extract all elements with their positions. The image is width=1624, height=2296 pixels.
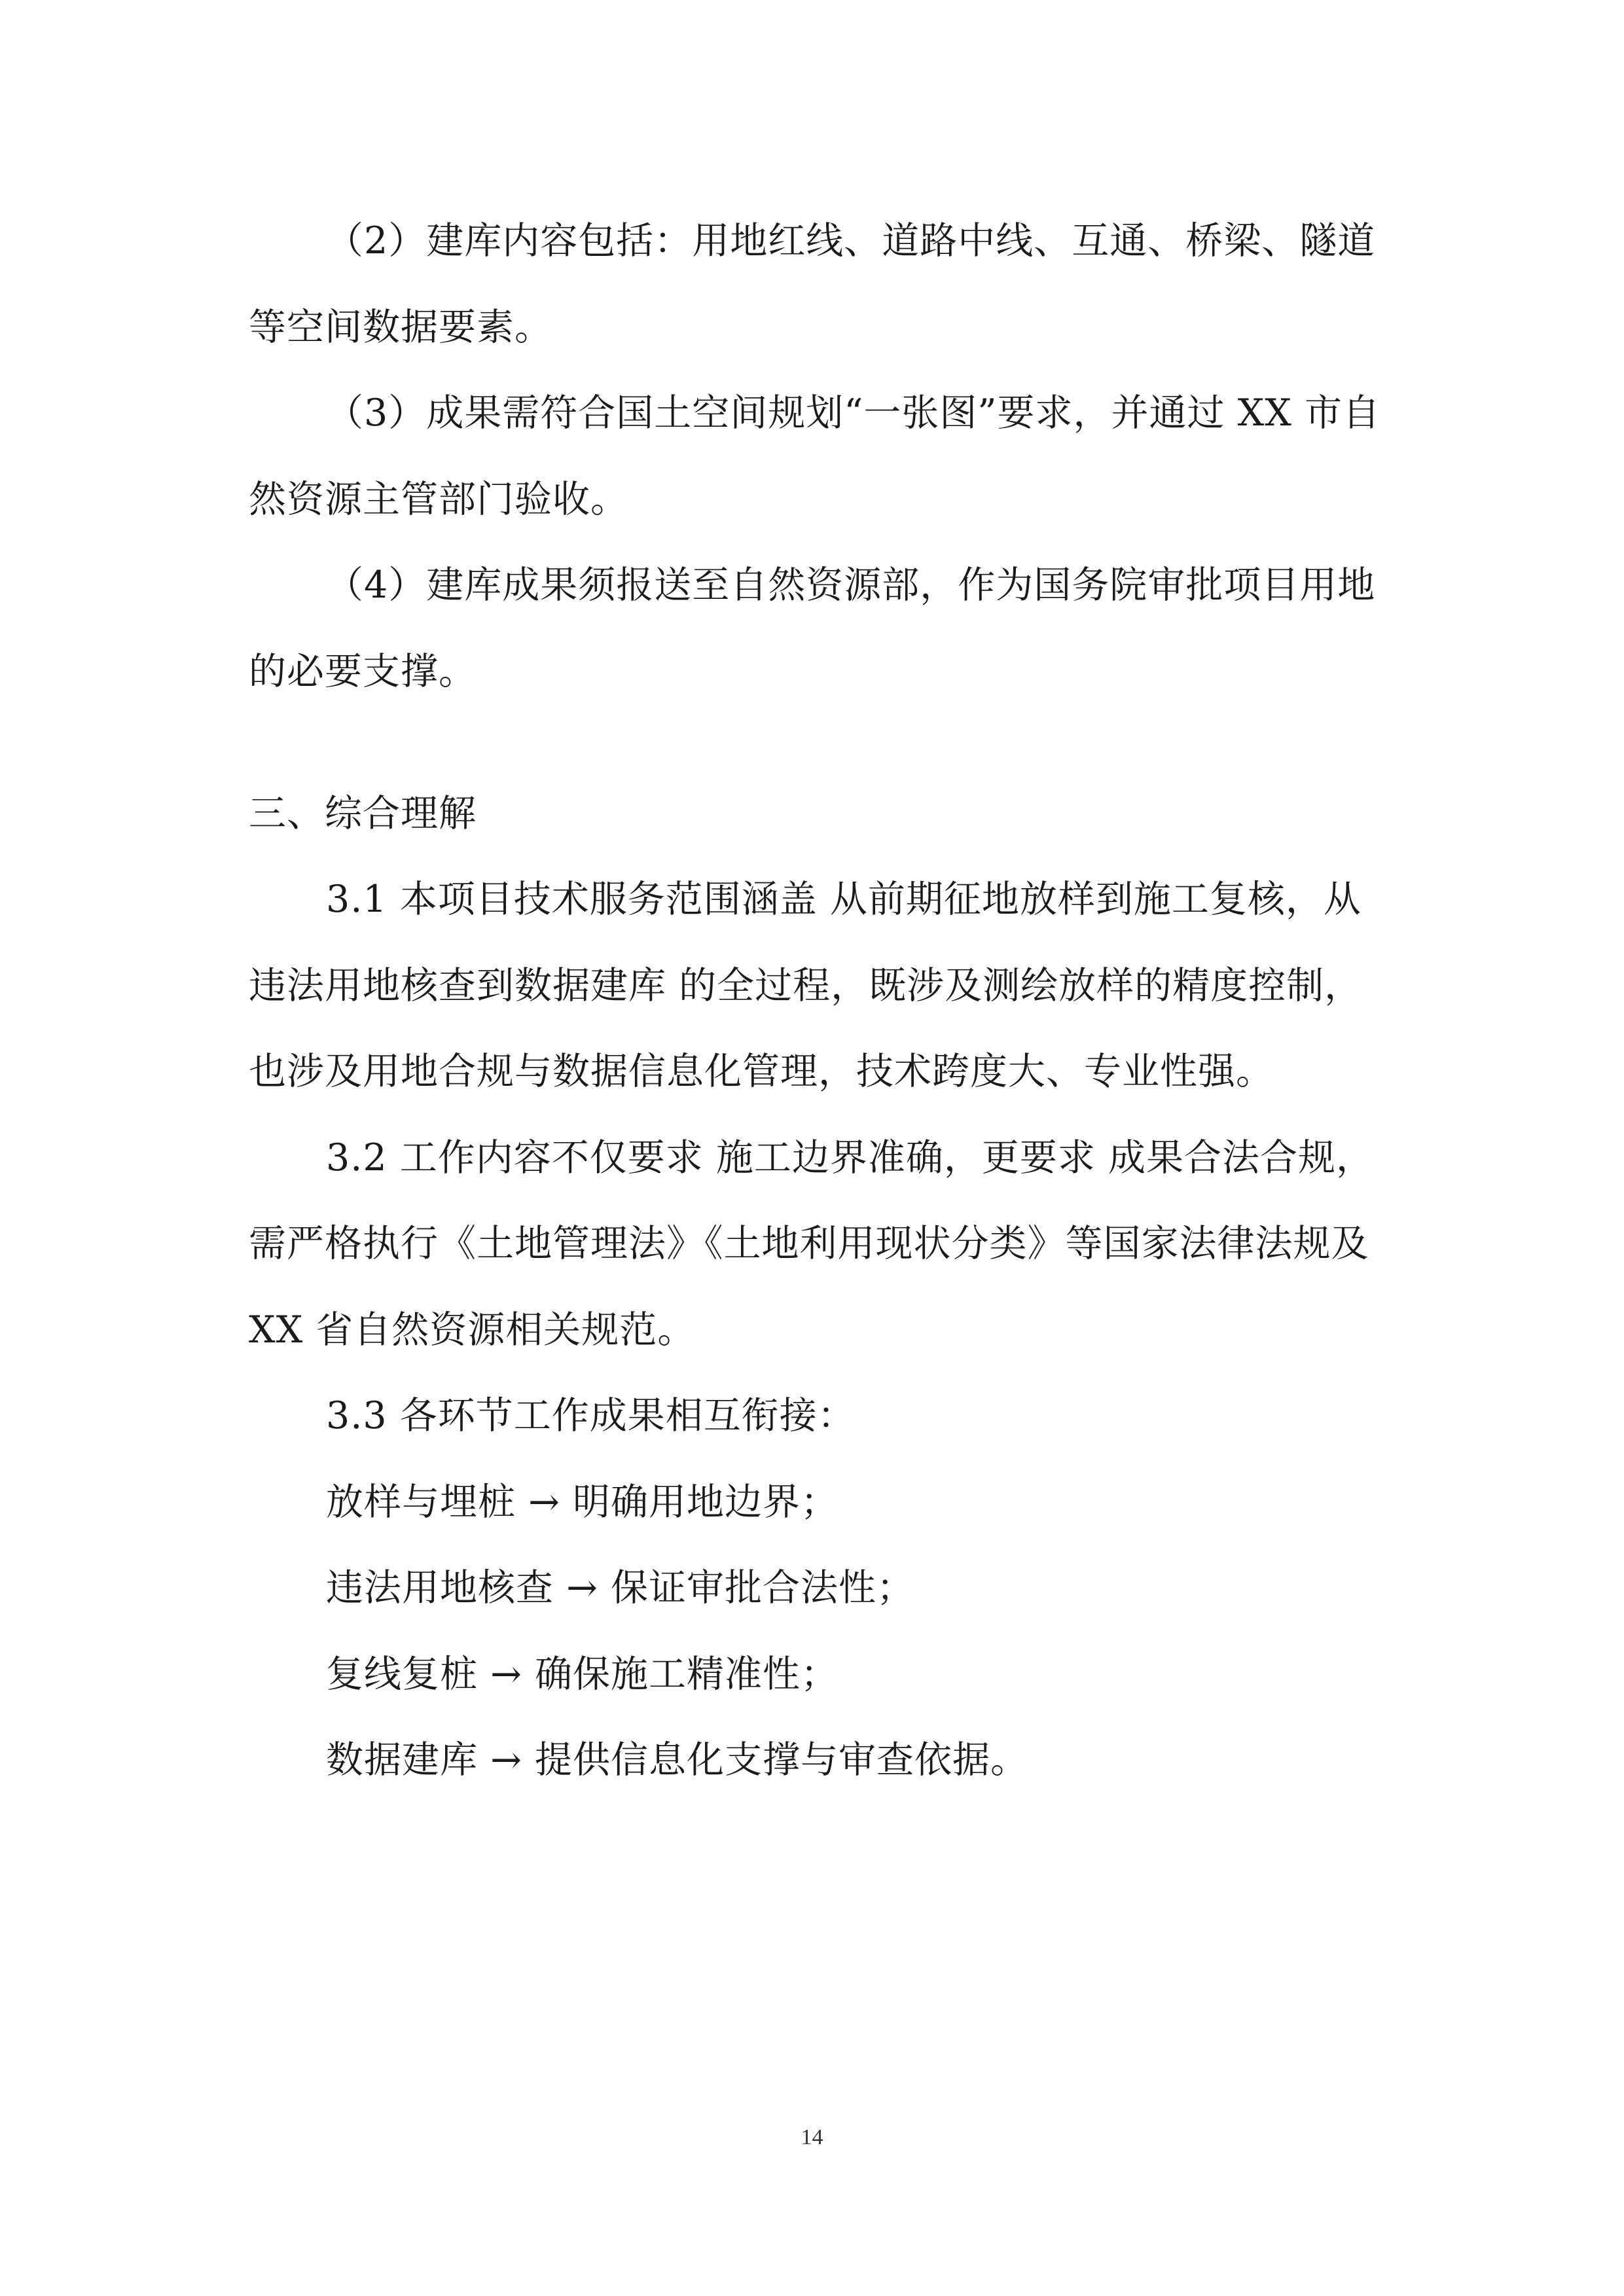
list-item: 放样与埋桩 → 明确用地边界；	[326, 1480, 839, 1524]
paragraph-3-1-line-2: 违法用地核查到数据建库 的全过程，既涉及测绘放样的精度控制，	[249, 964, 1363, 1007]
item-2-line-1: （2）建库内容包括：用地红线、道路中线、互通、桥梁、隧道	[326, 219, 1376, 262]
list-item: 数据建库 → 提供信息化支撑与审查依据。	[326, 1738, 1028, 1782]
paragraph-3-3-intro: 3.3 各环节工作成果相互衔接：	[326, 1394, 856, 1437]
item-3-line-2: 然资源主管部门验收。	[249, 478, 628, 521]
paragraph-3-2-line-2: 需严格执行《土地管理法》《土地利用现状分类》等国家法律法规及	[249, 1222, 1369, 1265]
paragraph-3-2-line-3: XX 省自然资源相关规范。	[249, 1308, 696, 1352]
list-item: 违法用地核查 → 保证审批合法性；	[326, 1566, 914, 1609]
section-heading: 三、综合理解	[249, 792, 477, 835]
page-number: 14	[801, 2125, 823, 2149]
paragraph-3-1-line-3: 也涉及用地合规与数据信息化管理，技术跨度大、专业性强。	[249, 1050, 1274, 1093]
item-4-line-2: 的必要支撑。	[249, 650, 477, 693]
paragraph-3-2-line-1: 3.2 工作内容不仅要求 施工边界准确，更要求 成果合法合规，	[326, 1136, 1375, 1179]
item-3-line-1: （3）成果需符合国土空间规划“一张图”要求，并通过 XX 市自	[326, 391, 1380, 435]
item-2-line-2: 等空间数据要素。	[249, 306, 552, 349]
item-4-line-1: （4）建库成果须报送至自然资源部，作为国务院审批项目用地	[326, 564, 1376, 607]
paragraph-3-1-line-1: 3.1 本项目技术服务范围涵盖 从前期征地放样到施工复核，从	[326, 878, 1362, 921]
list-item: 复线复桩 → 确保施工精准性；	[326, 1653, 839, 1696]
